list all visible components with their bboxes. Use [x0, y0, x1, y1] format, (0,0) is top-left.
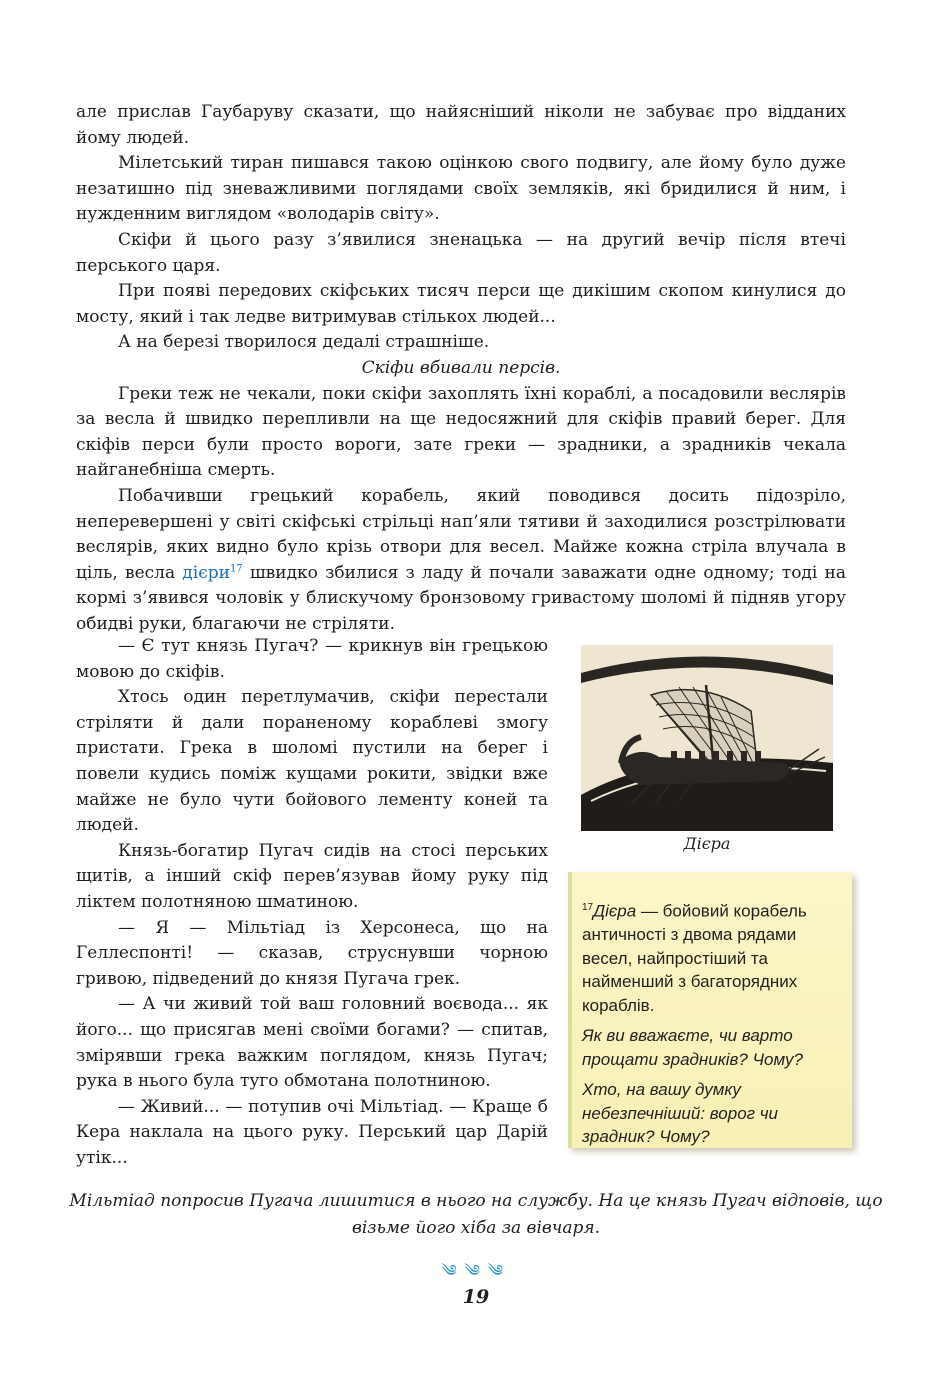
- figure-caption: Дієра: [683, 834, 731, 853]
- paragraph-text: Побачивши грецький корабель, який поводився досить підозріло, неперевершені у світі скіфські стрільці нап’яли тятиви й заходилися розстрілювати веслярів, яких видно було крізь отвори для весел. Майже кожна стріла влучала в ціль, весла: [76, 485, 846, 583]
- paragraph: — Є тут князь Пугач? — крикнув він грецькою мовою до скіфів.: [76, 636, 548, 682]
- paragraph: — А чи живий той ваш головний воєвода... як його... що присягав мені своїми богами? — спитав, змірявши грека важким поглядом, князь Пугач; рука в нього була туго обмотана полотниною.: [76, 994, 548, 1092]
- paragraph: Князь-богатир Пугач сидів на стосі перських щитів, а інший скіф перев’язував йому руку під ліктем полотняною шматиною.: [76, 840, 548, 912]
- paragraph: А на березі творилося дедалі страшніше.: [118, 332, 490, 353]
- question: Хто, на вашу думку небезпечніший: ворог чи зрадник? Чому?: [582, 1080, 779, 1147]
- ship-drawing: [581, 645, 833, 831]
- footnote-mark: 17: [229, 563, 243, 575]
- footnote-term: Дієра: [593, 901, 637, 921]
- paragraph: Скіфи й цього разу з’явилися зненацька — на другий вечір після втечі перського царя.: [76, 229, 846, 276]
- footnote-definition: [582, 896, 844, 1017]
- dierа-illustration: [581, 645, 833, 831]
- dierа-link[interactable]: [182, 563, 242, 583]
- paragraph: — Живий... — потупив очі Мільтіад. — Краще б Кера наклала на цього руку. Перський цар Дарій утік...: [76, 1096, 548, 1168]
- paragraph: Мілетський тиран пишався такою оцінкою свого подвигу, але йому було дуже незатишно під зневажливими поглядами своїх земляків, які бридилися й ним, і нужденним виглядом «володарів світу».: [76, 153, 846, 225]
- paragraph: Хтось один перетлумачив, скіфи перестали стріляти й дали пораненому кораблеві змогу пристати. Грека в шоломі пустили на берег і повели кудись поміж кущами рокити, звідки вже майже не було чути бойового лементу коней та людей.: [76, 687, 548, 836]
- footnote-number: 17: [582, 902, 594, 913]
- archer-paragraph: [76, 484, 846, 638]
- footnote-text: — бойовий корабель античності з двома рядами весел, найпростіший та найменший з багаторядних кораблів.: [582, 901, 807, 1015]
- paragraph-text: швидко збилися з ладу й почали заважати одне одному; тоді на кормі з’явився чоловік у блискучому бронзовому гривастому шоломі й підняв угору обидві руки, благаючи не стріляти.: [76, 562, 846, 634]
- question: Як ви вважаєте, чи варто прощати зрадників? Чому?: [582, 1026, 803, 1069]
- page-number: 19: [462, 1286, 490, 1308]
- ornament-divider: ༄༄༄: [441, 1261, 511, 1280]
- column-text: [76, 634, 548, 1171]
- paragraph: але прислав Гаубаруву сказати, що найясніший ніколи не забуває про відданих йому людей.: [76, 102, 846, 148]
- paragraph: При появі передових скіфських тисяч перси ще дикішим скопом кинулися до мосту, який і так ледве витримував стількох людей...: [76, 281, 846, 327]
- main-text: [76, 100, 846, 637]
- italic-line: Скіфи вбивали персів.: [361, 357, 561, 378]
- ending-text: Мільтіад попросив Пугача лишитися в нього на службу. На це князь Пугач відповів, що візьме його хіба за вівчаря.: [69, 1191, 883, 1238]
- footnote-box: [568, 872, 852, 1148]
- footnote-content: [582, 896, 844, 1156]
- paragraph: Греки теж не чекали, поки скіфи захоплять їхні кораблі, а посадовили веслярів за весла й швидко перепливли на ще недосяжний для скіфів правий берег. Для скіфів перси були просто вороги, зате греки — зрадники, а зрадників чекала найганебніша смерть.: [76, 383, 846, 481]
- link-text: дієри: [182, 562, 230, 583]
- paragraph: — Я — Мільтіад із Херсонеса, що на Геллеспонті! — сказав, струснувши чорною гривою, підведений до князя Пугача грек.: [76, 917, 548, 989]
